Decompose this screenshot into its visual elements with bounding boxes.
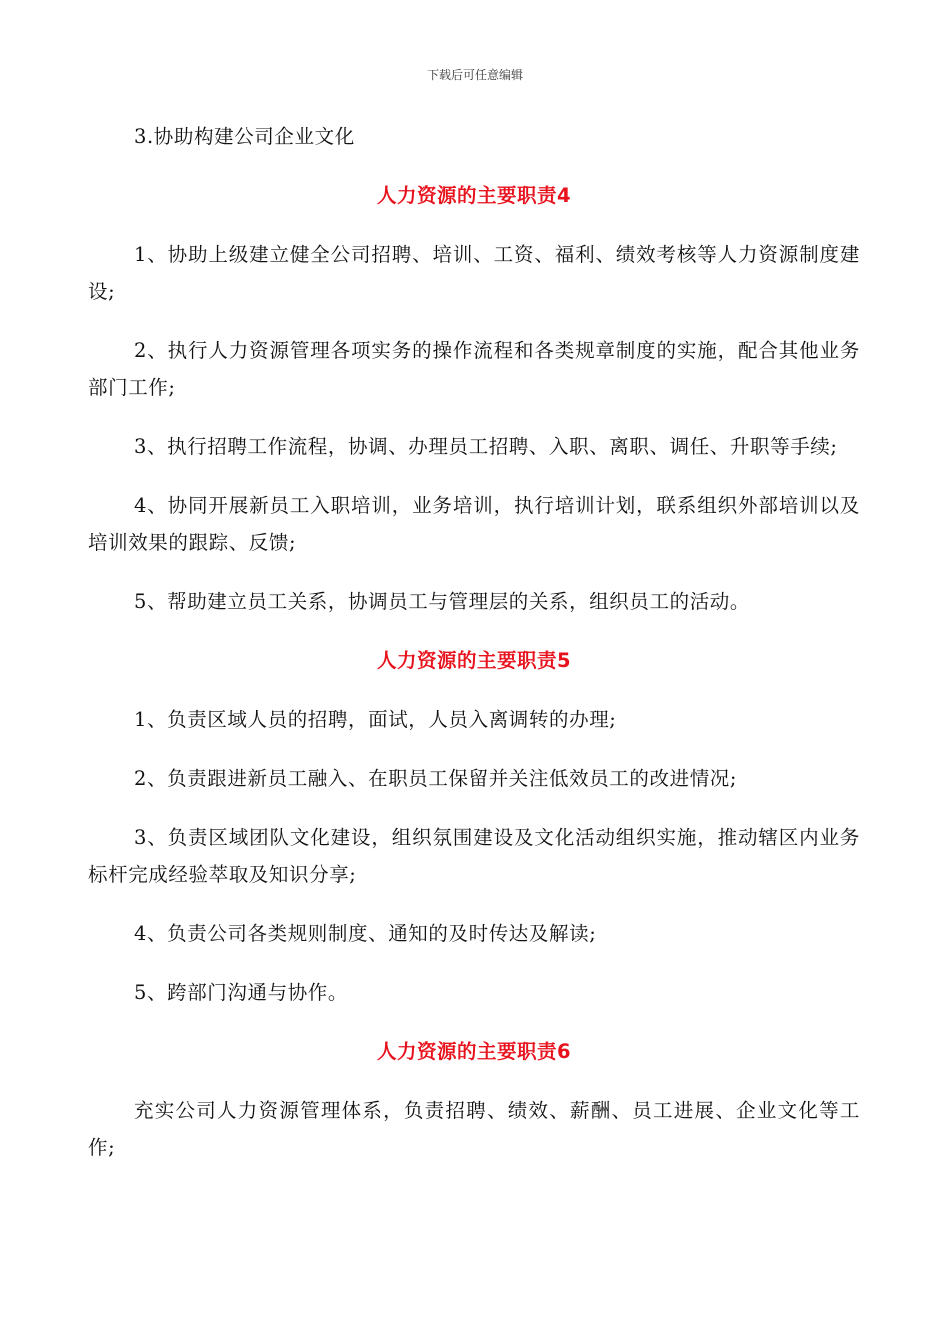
section-heading-5: 人力资源的主要职责5 [376,649,572,672]
paragraph-4-4: 4、协同开展新员工入职培训，业务培训，执行培训计划，联系组织外部培训以及培训效果的跟踪、反馈; [88,494,860,554]
header-note: 下载后可任意编辑 [426,68,523,82]
paragraph-4-5: 5、帮助建立员工关系，协调员工与管理层的关系，组织员工的活动。 [134,590,751,613]
paragraph-5-1: 1、负责区域人员的招聘，面试，人员入离调转的办理; [134,708,617,731]
paragraph-4-1: 1、协助上级建立健全公司招聘、培训、工资、福利、绩效考核等人力资源制度建设; [88,243,860,303]
paragraph-culture: 3.协助构建公司企业文化 [134,125,355,148]
section-heading-4: 人力资源的主要职责4 [376,184,572,207]
document-body [88,118,860,1188]
paragraph-5-2: 2、负责跟进新员工融入、在职员工保留并关注低效员工的改进情况; [134,767,738,790]
paragraph-4-2: 2、执行人力资源管理各项实务的操作流程和各类规章制度的实施，配合其他业务部门工作; [88,339,860,399]
paragraph-6-1: 充实公司人力资源管理体系，负责招聘、绩效、薪酬、员工进展、企业文化等工作; [88,1099,860,1159]
paragraph-4-3: 3、执行招聘工作流程，协调、办理员工招聘、入职、离职、调任、升职等手续; [134,435,838,458]
paragraph-5-3: 3、负责区域团队文化建设，组织氛围建设及文化活动组织实施，推动辖区内业务标杆完成经验萃取及知识分享; [88,826,860,886]
paragraph-5-4: 4、负责公司各类规则制度、通知的及时传达及解读; [134,922,597,945]
paragraph-5-5: 5、跨部门沟通与协作。 [134,981,349,1004]
section-heading-6: 人力资源的主要职责6 [376,1040,572,1063]
